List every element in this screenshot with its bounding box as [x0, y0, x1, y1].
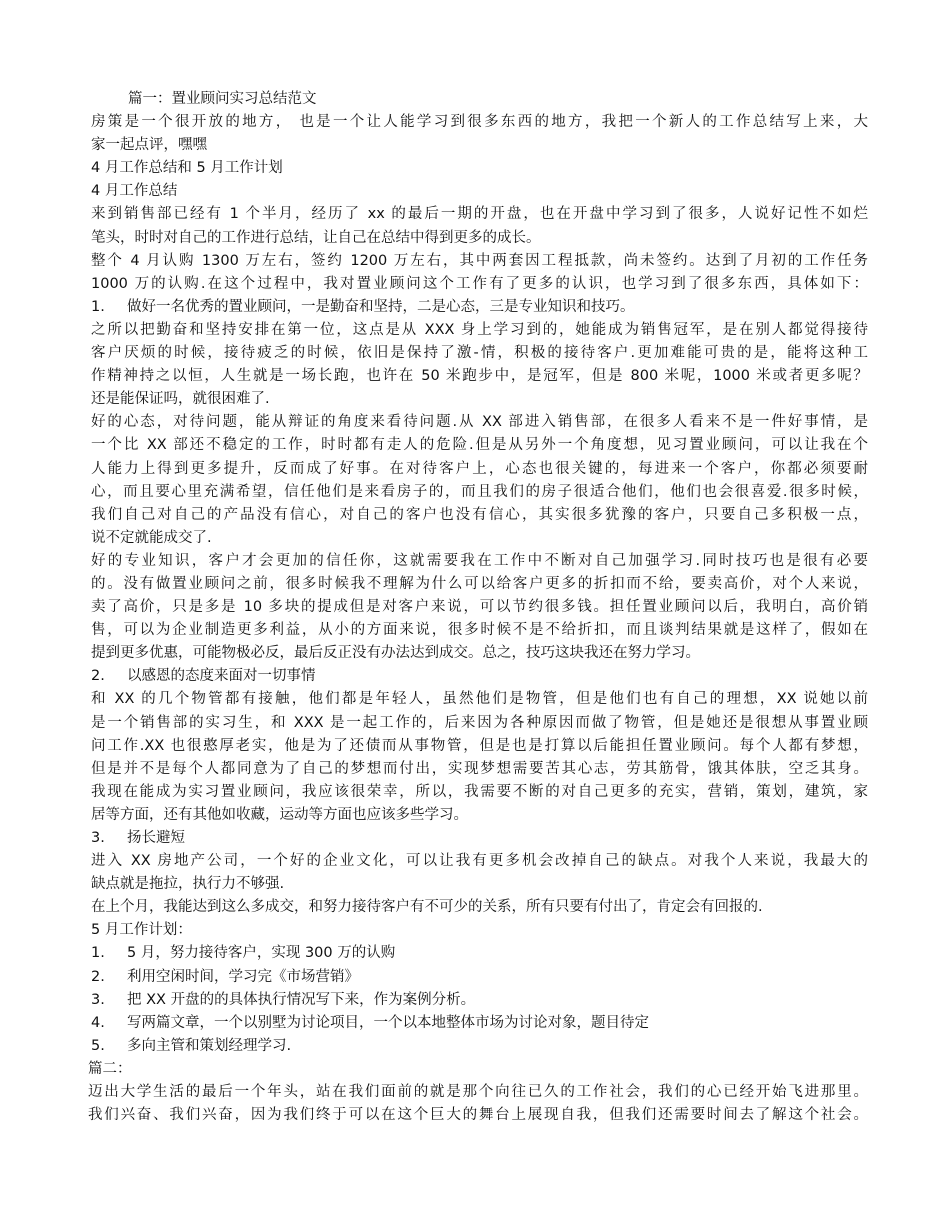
paragraph-line: 居等方面，还有其他如收藏，运动等方面也应该多些学习。	[91, 806, 468, 823]
list-text: 做好一名优秀的置业顾问，一是勤奋和坚持，二是心态，三是专业知识和技巧。	[127, 298, 635, 315]
paragraph-line: 一个比 XX 部还不稳定的工作，时时都有走人的危险.但是从另外一个角度想，见习置业顾问，可以让我在个	[91, 437, 868, 454]
list-number: 1.	[91, 298, 105, 315]
paragraph-line: 之所以把勤奋和坚持安排在第一位，这点是从 XXX 身上学习到的，她能成为销售冠军，是在别人都觉得接待	[91, 321, 868, 338]
list-item	[88, 296, 868, 319]
list-item	[88, 989, 868, 1012]
list-text: 把 XX 开盘的的具体执行情况写下来，作为案例分析。	[127, 991, 476, 1008]
list-text: 以感恩的态度来面对一切事情	[127, 668, 316, 685]
list-item	[88, 966, 868, 989]
list-text: 扬长避短	[127, 830, 185, 846]
paragraph-line: 售，可以为企业制造更多利益，从小的方面来说，很多时候不是不给折扣，而且谈判结果就是这样了，假如在	[91, 622, 868, 639]
paragraph-line: 1000 万的认购.在这个过程中，我对置业顾问这个工作有了更多的认识，也学习到了很多东西，具体如下：	[91, 275, 868, 292]
section-heading: 4 月工作总结和 5 月工作计划	[91, 160, 283, 177]
list-number: 1.	[91, 945, 105, 962]
list-item	[88, 942, 868, 965]
paragraph-line: 我们自己对自己的产品没有信心，对自己的客户也没有信心，其实很多犹豫的客户，只要自己多积极一点，	[91, 506, 868, 523]
paragraph-line: 好的心态，对待问题，能从辩证的角度来看待问题.从 XX 部进入销售部，在很多人看来不是一件好事情，是	[91, 414, 868, 431]
paragraph-line: 还是能保证吗，就很困难了.	[91, 391, 270, 408]
paragraph-line: 人能力上得到更多提升，反而成了好事。在对待客户上，心态也很关键的，每进来一个客户，你都必须要耐	[91, 460, 868, 477]
paragraph-line: 是一个销售部的实习生，和 XXX 是一起工作的，后来因为各种原因而做了物管，但是她还是很想从事置业顾	[91, 714, 868, 731]
intro-line: 房策是一个很开放的地方， 也是一个让人能学习到很多东西的地方，我把一个新人的工作总结写上来，大	[91, 114, 868, 131]
paragraph-line: 客户厌烦的时候，接待疲乏的时候，依旧是保持了激-情，积极的接待客户.更加难能可贵的是，能将这种工	[91, 345, 868, 362]
list-number: 2.	[91, 668, 105, 685]
list-text: 写两篇文章，一个以别墅为讨论项目，一个以本地整体市场为讨论对象，题目待定	[127, 1014, 649, 1031]
paragraph-line: 问工作.XX 也很憨厚老实，他是为了还债而从事物管，但是也是打算以后能担任置业顾问。每个人都有梦想，	[91, 737, 868, 754]
paragraph-line: 的。没有做置业顾问之前，很多时候我不理解为什么可以给客户更多的折扣而不给，要卖高价，对个人来说，	[91, 575, 868, 592]
paragraph-line: 和 XX 的几个物管都有接触，他们都是年轻人，虽然他们是物管，但是他们也有自己的理想，XX 说她以前	[91, 691, 868, 708]
paragraph-line: 说不定就能成交了.	[91, 529, 212, 546]
paragraph-line: 卖了高价，只是多是 10 多块的提成但是对客户来说，可以节约很多钱。担任置业顾问以后，我明白，高价销	[91, 599, 868, 616]
paragraph-line: 提到更多优惠，可能物极必反，最后反正没有办法达到成交。总之，技巧这块我还在努力学习。	[91, 645, 700, 662]
paragraph-line: 来到销售部已经有 1 个半月，经历了 xx 的最后一期的开盘，也在开盘中学习到了很多，人说好记性不如烂	[91, 206, 868, 223]
list-text: 5 月，努力接待客户，实现 300 万的认购	[127, 945, 396, 962]
list-number: 5.	[91, 1037, 105, 1054]
section-heading: 篇二：	[88, 1060, 132, 1077]
section-heading: 4 月工作总结	[91, 183, 178, 200]
list-item	[88, 665, 868, 688]
intro-line: 家一起点评，嘿嘿	[91, 137, 207, 154]
paragraph-line: 整个 4 月认购 1300 万左右，签约 1200 万左右，其中两套因工程抵款，尚未签约。达到了月初的工作任务	[91, 252, 868, 269]
list-number: 2.	[91, 968, 105, 985]
paragraph-line: 心，而且要心里充满希望，信任他们是来看房子的，而且我们的房子很适合他们，他们也会很喜爱.很多时候，	[91, 483, 868, 500]
paragraph-line: 作精神持之以恒，人生就是一场长跑，也许在 50 米跑步中，是冠军，但是 800 米呢，1000 米或者更多呢？	[91, 368, 868, 385]
section-heading: 5 月工作计划：	[91, 922, 192, 939]
paragraph-line: 迈出大学生活的最后一个年头，站在我们面前的就是那个向往已久的工作社会，我们的心已经开始飞进那里。	[88, 1084, 868, 1101]
list-number: 4.	[91, 1014, 105, 1031]
paragraph-line: 但是并不是每个人都同意为了自己的梦想而付出，实现梦想需要苦其心志，劳其筋骨，饿其体肤，空乏其身。	[91, 760, 868, 777]
paragraph-line: 在上个月，我能达到这么多成交，和努力接待客户有不可少的关系，所有只要有付出了，肯定会有回报的.	[91, 899, 763, 916]
paragraph-line: 我们兴奋、我们兴奋，因为我们终于可以在这个巨大的舞台上展现自我，但我们还需要时间去了解这个社会。	[88, 1107, 868, 1124]
list-text: 多向主管和策划经理学习.	[127, 1037, 292, 1054]
list-text: 利用空闲时间，学习完《市场营销》	[127, 968, 359, 985]
list-item	[88, 1012, 868, 1035]
paragraph-line: 笔头，时时对自己的工作进行总结，让自己在总结中得到更多的成长。	[91, 229, 541, 246]
list-number: 3.	[91, 991, 105, 1008]
paragraph-line: 我现在能成为实习置业顾问，我应该很荣幸，所以，我需要不断的对自己更多的充实，营销，策划，建筑，家	[91, 783, 868, 800]
document-title: 篇一：置业顾问实习总结范文	[128, 91, 317, 107]
paragraph-line: 缺点就是拖拉，执行力不够强.	[91, 876, 285, 893]
document-page	[88, 88, 868, 1127]
list-item	[88, 827, 868, 850]
list-number: 3.	[91, 830, 105, 846]
paragraph-line: 进入 XX 房地产公司，一个好的企业文化，可以让我有更多机会改掉自己的缺点。对我个人来说，我最大的	[91, 853, 868, 870]
paragraph-line: 好的专业知识，客户才会更加的信任你，这就需要我在工作中不断对自己加强学习.同时技巧也是很有必要	[91, 552, 868, 569]
list-item	[88, 1035, 868, 1058]
